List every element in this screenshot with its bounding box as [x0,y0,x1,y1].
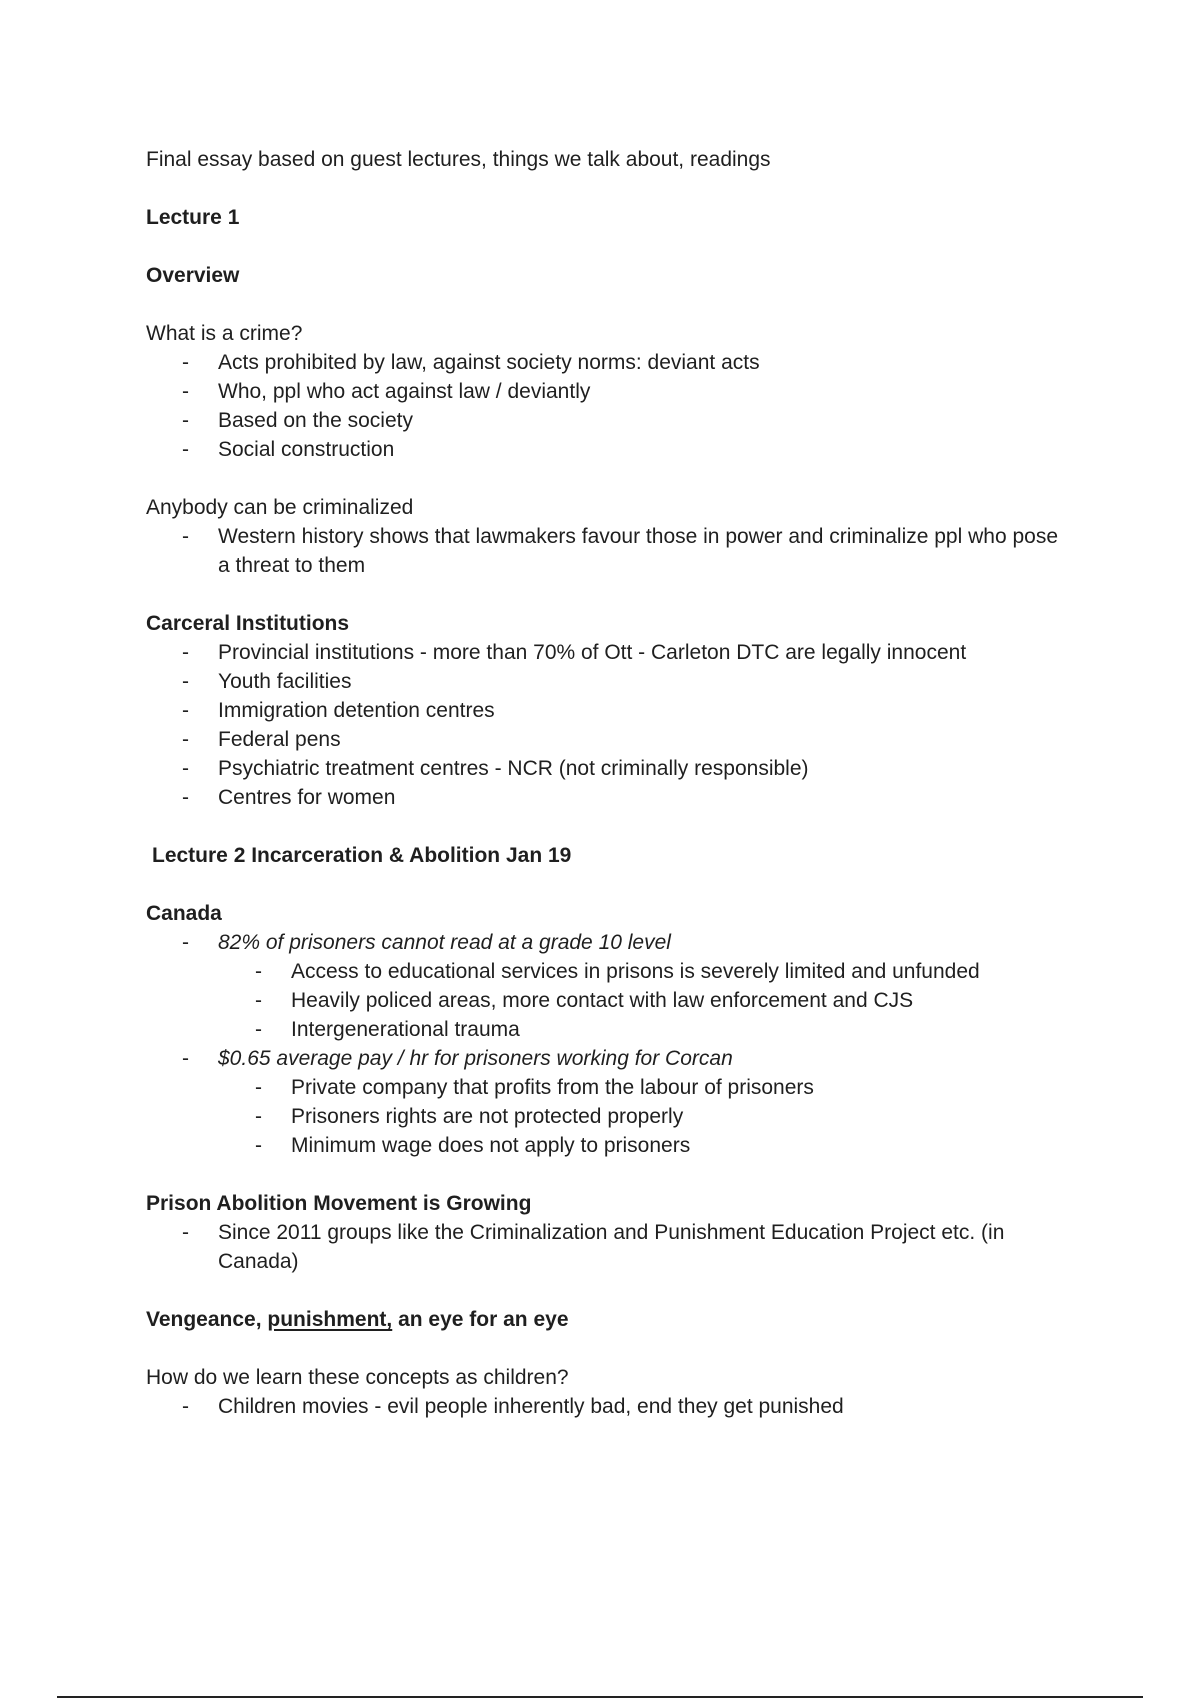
bottom-divider [57,1696,1143,1698]
lecture2-title: Lecture 2 Incarceration & Abolition Jan 19 [152,844,572,867]
list-item: - Based on the society [146,406,1066,435]
list-item: - Youth facilities [146,667,1066,696]
list-item: - Minimum wage does not apply to prisoners [146,1131,1066,1160]
lecture1-title: Lecture 1 [146,206,240,229]
literacy-sublist [146,957,1066,1044]
list-item: - Social construction [146,435,1066,464]
canada-list [146,928,1066,957]
carceral-heading: Carceral Institutions [146,612,350,635]
list-item: - Access to educational services in prisons is severely limited and unfunded [146,957,1066,986]
crime-question: What is a crime? [146,322,303,345]
list-item: - Heavily policed areas, more contact with law enforcement and CJS [146,986,1066,1015]
list-item: - Private company that profits from the labour of prisoners [146,1073,1066,1102]
vengeance-part-2: punishment, [267,1308,393,1331]
crime-list [146,348,1066,464]
list-item: - Acts prohibited by law, against society norms: deviant acts [146,348,1066,377]
pay-sublist [146,1073,1066,1160]
list-item: - Who, ppl who act against law / deviantly [146,377,1066,406]
list-item: - Western history shows that lawmakers favour those in power and criminalize ppl who pose a threat to them [146,522,1066,580]
list-item: - Children movies - evil people inherently bad, end they get punished [146,1392,1066,1421]
vengeance-part-3: an eye for an eye [392,1308,569,1331]
stat-pay: $0.65 average pay / hr for prisoners working for Corcan [218,1047,733,1070]
list-item: - Federal pens [146,725,1066,754]
children-question: How do we learn these concepts as children? [146,1366,569,1389]
document-page [146,145,1066,1421]
carceral-list [146,638,1066,812]
list-item: - Since 2011 groups like the Criminalization and Punishment Education Project etc. (in Canada) [146,1218,1066,1276]
list-item: - Centres for women [146,783,1066,812]
intro-text: Final essay based on guest lectures, things we talk about, readings [146,148,771,171]
stat-literacy: 82% of prisoners cannot read at a grade 10 level [218,931,671,954]
vengeance-heading [146,1305,1066,1334]
anybody-text: Anybody can be criminalized [146,496,414,519]
list-item [146,1044,1066,1073]
abolition-heading: Prison Abolition Movement is Growing [146,1192,532,1215]
children-list [146,1392,1066,1421]
list-item [146,928,1066,957]
vengeance-part-1: Vengeance, [146,1308,268,1331]
list-item: - Immigration detention centres [146,696,1066,725]
abolition-list [146,1218,1066,1276]
anybody-list [146,522,1066,580]
canada-list-2 [146,1044,1066,1073]
list-item: - Provincial institutions - more than 70% of Ott - Carleton DTC are legally innocent [146,638,1066,667]
list-item: - Prisoners rights are not protected properly [146,1102,1066,1131]
list-item: - Intergenerational trauma [146,1015,1066,1044]
canada-heading: Canada [146,902,222,925]
overview-heading: Overview [146,264,240,287]
list-item: - Psychiatric treatment centres - NCR (not criminally responsible) [146,754,1066,783]
